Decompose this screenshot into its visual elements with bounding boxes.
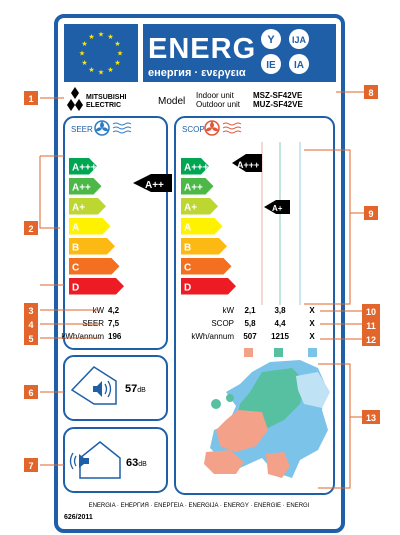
footer-languages: ENERGIA · ЕНЕРГИЯ · ENEPΓΕΙΑ · ENERGIJA · ENERGY · ENERGIE · ENERGI — [88, 503, 310, 509]
heating-kw-average: 3,8 — [274, 306, 286, 315]
scop-label: SCOP — [211, 319, 234, 328]
eu-star: ★ — [114, 60, 121, 67]
indoor-unit-label: Indoor unit — [196, 91, 234, 100]
heating-class-label: D — [184, 282, 192, 294]
callout-1 — [24, 91, 38, 105]
seer-label: SEER — [82, 319, 104, 328]
eu-star: ★ — [116, 50, 124, 58]
heating-kw-colder: 2,1 — [244, 306, 256, 315]
callout-2 — [24, 221, 38, 235]
callout-12 — [362, 332, 380, 346]
cooling-class-label: B — [72, 242, 80, 254]
heating-class-label: A++ — [184, 182, 203, 194]
cooling-rating-text: A++ — [145, 180, 164, 191]
lang-badge-ia-text: IA — [294, 60, 304, 71]
regulation-number: 626/2011 — [64, 514, 93, 521]
indoor-unit-model: MSZ-SF42VE — [253, 91, 303, 100]
heating-class-label: C — [184, 262, 192, 274]
lang-badge-ija-text: IJA — [291, 35, 307, 45]
svg-text:1: 1 — [28, 94, 34, 104]
callout-11 — [362, 318, 380, 332]
eu-star: ★ — [97, 31, 105, 39]
cooling-class-label: A+++ — [72, 162, 97, 174]
outdoor-noise-value: 63dB — [126, 457, 147, 469]
svg-text:6: 6 — [28, 388, 34, 398]
callout-9 — [364, 206, 378, 220]
svg-text:11: 11 — [366, 321, 376, 331]
energy-subtitle: енергия · ενεργεια — [148, 67, 246, 79]
callout-4 — [24, 317, 38, 331]
svg-text:2: 2 — [28, 224, 34, 234]
brand-name-line2: ELECTRIC — [86, 102, 121, 109]
energy-word: ENERG — [148, 33, 257, 65]
svg-text:3: 3 — [28, 306, 34, 316]
cooling-class-label: C — [72, 262, 80, 274]
heating-kw-warmer: X — [309, 306, 315, 315]
callout-10 — [362, 304, 380, 318]
svg-text:8: 8 — [368, 88, 374, 98]
seer-value: 7,5 — [108, 319, 120, 328]
header — [64, 24, 336, 82]
eu-star: ★ — [114, 41, 121, 48]
cooling-class-label: A++ — [72, 182, 91, 194]
svg-text:4: 4 — [28, 320, 34, 330]
outdoor-unit-label: Outdoor unit — [196, 100, 241, 109]
callout-13 — [362, 410, 380, 424]
cooling-kwh-label: kWh/annum — [61, 332, 104, 341]
heating-rating-warmer-text: A+ — [272, 204, 283, 213]
heating-class-label: A — [184, 222, 192, 234]
heating-kwh-warmer: X — [309, 332, 315, 341]
scop-colder: 5,8 — [244, 319, 256, 328]
eu-star: ★ — [81, 60, 88, 67]
eu-star: ★ — [107, 34, 114, 41]
eu-star: ★ — [78, 50, 86, 58]
svg-text:10: 10 — [365, 307, 377, 317]
cooling-kw-value: 4,2 — [108, 306, 120, 315]
eu-star: ★ — [88, 67, 95, 74]
indoor-noise-value: 57dB — [125, 383, 146, 395]
callout-8 — [364, 85, 378, 99]
svg-text:5: 5 — [28, 334, 34, 344]
scop-title: SCOP — [182, 125, 205, 134]
heating-rating-average-text: A+++ — [237, 160, 260, 170]
brand-name-line1: MITSUBISHI — [86, 94, 127, 101]
svg-text:9: 9 — [368, 209, 374, 219]
eu-star: ★ — [97, 69, 105, 77]
outdoor-unit-model: MUZ-SF42VE — [253, 100, 303, 109]
model-label: Model — [158, 96, 186, 107]
seer-title: SEER — [71, 125, 93, 134]
svg-text:7: 7 — [28, 461, 34, 471]
heating-class-label: A+++ — [184, 162, 209, 174]
scop-warmer: X — [309, 319, 315, 328]
eu-star: ★ — [88, 34, 95, 41]
heating-kw-label: kW — [222, 306, 234, 315]
scop-average: 4,4 — [274, 319, 286, 328]
cooling-class-label: A — [72, 222, 80, 234]
callout-3 — [24, 303, 38, 317]
callout-5 — [24, 331, 38, 345]
eu-star: ★ — [81, 41, 88, 48]
heating-kwh-colder: 507 — [243, 332, 257, 341]
heating-kwh-average: 1215 — [271, 332, 289, 341]
callout-7 — [24, 458, 38, 472]
svg-text:12: 12 — [365, 335, 377, 345]
heating-class-label: B — [184, 242, 192, 254]
cooling-class-label: A+ — [72, 202, 86, 214]
cooling-class-label: D — [72, 282, 80, 294]
callout-6 — [24, 385, 38, 399]
lang-badge-ie-text: IE — [266, 60, 276, 71]
cooling-kw-label: kW — [92, 306, 104, 315]
cooling-kwh-value: 196 — [108, 332, 122, 341]
eu-star: ★ — [107, 67, 114, 74]
swatch-average — [274, 348, 283, 357]
swatch-colder — [244, 348, 253, 357]
heating-class-label: A+ — [184, 202, 198, 214]
heating-kwh-label: kWh/annum — [191, 332, 234, 341]
lang-badge-y-text: Y — [267, 34, 275, 46]
swatch-warmer — [308, 348, 317, 357]
svg-text:13: 13 — [365, 413, 377, 423]
